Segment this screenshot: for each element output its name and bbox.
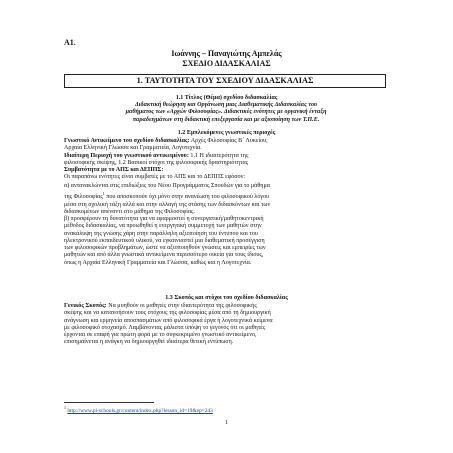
text-line: α) αντανακλώνται στις επιδιώξεις του Νέου Προγράμματος Σπουδών για το μάθημα xyxy=(64,183,270,189)
text-line xyxy=(64,138,388,145)
text-span: Αρχές Φιλοσοφίας Β΄ Λυκείου, xyxy=(189,138,268,144)
label-bold: Γενικός Σκοπός: xyxy=(64,303,107,309)
text-line: όπως η Αρχαία Ελληνική Γραμματεία και Γλώσσα, καθώς και η Λογοτεχνία. xyxy=(64,259,252,266)
topic-line: Διδακτική θεώρηση και Οργάνωση μιας Διαθεματικής Διδασκαλίας του xyxy=(134,102,318,108)
general-aim-paragraph xyxy=(64,303,388,347)
text-line xyxy=(64,190,388,201)
topic-line: παραδειγμάτων στη διδακτική επεξεργασία και με αξιοποίηση των Τ.Π.Ε. xyxy=(132,116,320,123)
text-line: έρχονται σε επαφή για πρώτη φορά με το συγκεκριμένο γνωστικό αντικείμενο, xyxy=(64,332,257,338)
text-line: ανάγνωση και ερμηνεία αποσπασμάτων από φιλοσοφικά έργα ή λογοτεχνικά κείμενα xyxy=(64,317,273,324)
text-span: 1.1 Η ιδιαιτερότητα της xyxy=(188,152,249,159)
subsection-heading-1-2: 1.2 Εμπλεκόμενες γνωστικές περιοχές xyxy=(177,130,276,136)
text-line: μέθοδος διδασκαλίας, να προωθηθεί η ενεργητική συμμετοχή των μαθητών στην xyxy=(64,223,262,230)
text-span: που αποσκοπούν όχι μόνο στην ανανέωση του φιλοσοφικού λόγου xyxy=(104,194,270,201)
footnote-link[interactable]: http://www.pi-schools.gr/content/index.php?lesson_id=19&ep=243 xyxy=(67,407,213,414)
text-line: διδασκομένων απέναντι στο μάθημα της Φιλοσοφίας. xyxy=(64,208,195,215)
page-number: 1 xyxy=(225,420,228,426)
text-line: φιλοσοφικής σκέψης, 1.2 Βασικοί στόχοι της φιλοσοφικής δραστηριότητας xyxy=(64,159,249,166)
text-line: Αρχαία Ελληνική Γλώσσα και Γραμματεία, Λογοτεχνία. xyxy=(64,145,202,152)
text-line: με φιλοσοφικό στοχασμό. Λαμβάνοντας μάλιστα υπόψη το γεγονός ότι οι μαθητές xyxy=(64,324,266,331)
topic-line: μαθήματος των «Αρχών Φιλοσοφίας». Διδακτικές ενότητες με οργανική ένταξη xyxy=(125,109,327,116)
label-bold: Γνωστικό Αντικείμενο του σχεδίου διδασκαλίας: xyxy=(64,138,190,144)
author-name: Ιωάννης – Παναγιώτης Αμπελάς xyxy=(171,49,282,58)
paragraph-b xyxy=(64,216,388,267)
document-id: Α1. xyxy=(64,38,76,47)
text-line: Οι παραπάνω ενότητες είναι συμβατές με το ΑΠΣ και το ΔΕΠΠΣ εφόσον: xyxy=(64,174,246,181)
subsection-heading-1-3: 1.3 Σκοπός και στόχοι του σχεδίου διδασκαλίας xyxy=(165,295,288,301)
subsection-heading-1-1: 1.1 Τίτλος (Θέμα) σχεδίου διδασκαλίας xyxy=(175,95,278,101)
footnote-number: 1 xyxy=(64,405,66,410)
text-line: ηλεκτρονικού εκπαιδευτικού υλικού, να εγκαινιαστεί μια διαθεματική προσέγγιση xyxy=(64,237,265,244)
text-line xyxy=(64,303,388,310)
text-line: επισημαίνεται η ανάγκη να δημιουργηθεί ιδιαίτερα θετική εντύπωση. xyxy=(64,339,234,346)
text-span: της Φιλοσοφίας xyxy=(64,194,103,201)
paragraph-a xyxy=(64,183,388,216)
text-line: ανακάλυψη της γνώσης χάρη στην παράλληλη αξιοποίηση του έντυπου και του xyxy=(64,230,258,237)
footnote-reference[interactable]: 1 xyxy=(102,191,105,197)
topic-title-paragraph xyxy=(64,102,388,124)
text-line: μέσα στη σχολική τάξη αλλά και στην αλλαγή της στάσης των διδασκόντων και των xyxy=(64,201,271,208)
footnote-divider xyxy=(64,402,154,403)
text-span: Να μυηθούν οι μαθητές στην ιδιαιτερότητα της φιλοσοφικής xyxy=(106,303,257,309)
document-title: ΣΧΕΔΙΟ ΔΙΔΑΣΚΑΛΙΑΣ xyxy=(182,59,271,68)
text-line: σκέψης και να κατανοήσουν τους στόχους της φιλοσοφίας μέσα από τη δημιουργική xyxy=(64,310,271,317)
label-bold: Ιδιαίτερη Περιοχή του γνωστικού αντικειμένου: xyxy=(64,152,189,159)
text-line: των φιλοσοφικών προβλημάτων, ώστε να αξιοποιηθούν γνώσεις και εμπειρίες των xyxy=(64,245,266,251)
footnote xyxy=(64,405,213,414)
text-line: Συμβατότητα με το ΑΠΣ και ΔΕΠΠΣ: xyxy=(64,167,164,173)
section-title-box: 1. ΤΑΥΤΟΤΗΤΑ ΤΟΥ ΣΧΕΔΙΟΥ ΔΙΔΑΣΚΑΛΙΑΣ xyxy=(64,74,386,88)
text-line: β) προσφέρουν τη δυνατότητα για να εφαρμοστεί η συνεργατική/μαθητοκεντρική xyxy=(64,216,264,222)
text-line xyxy=(64,153,388,160)
text-line: μαθητών και από άλλα γνωστικά αντικείμενα περισσότερο οικεία για τους ίδιους, xyxy=(64,252,264,259)
subject-areas-block xyxy=(64,138,388,182)
